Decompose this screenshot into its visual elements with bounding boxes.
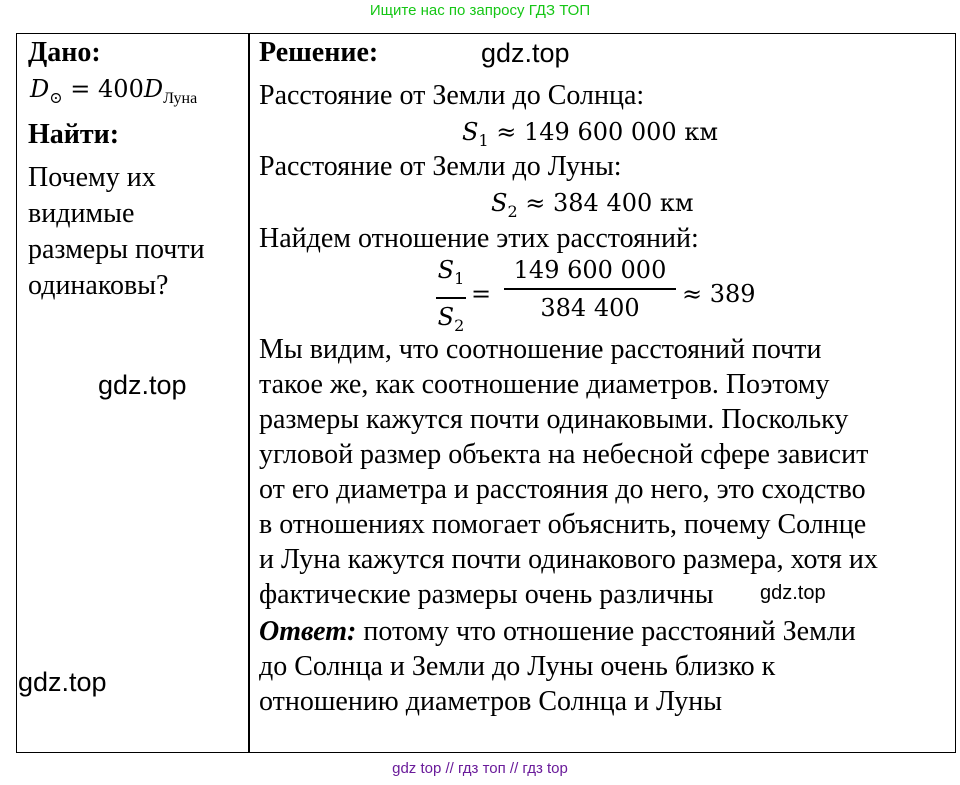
watermark-left-middle: gdz.top <box>98 370 187 400</box>
given-rhs: = 400 <box>62 75 144 103</box>
question-line-4: одинаковы? <box>28 270 169 301</box>
question-line-1: Почему их <box>28 162 156 193</box>
answer-line-1 <box>259 615 856 649</box>
ratio-result: ≈ 389 <box>682 280 756 308</box>
answer-text-1: потому что отношение расстояний Земли <box>356 616 856 647</box>
para-line-4: угловой размер объекта на небесной сфере зависит <box>259 439 869 470</box>
para-line-5: от его диаметра и расстояния до него, это сходство <box>259 474 866 505</box>
question-line-2: видимые <box>28 198 135 229</box>
given-formula <box>30 72 197 116</box>
ratio-den-var: S <box>437 303 455 331</box>
s1-var: S <box>462 118 479 146</box>
s2-value: ≈ 384 400 км <box>517 189 694 217</box>
watermark-small: gdz.top <box>760 582 826 604</box>
given-heading: Дано: <box>28 37 101 68</box>
s2-sub: 2 <box>507 202 518 221</box>
ratio-den-value: 384 400 <box>540 294 640 322</box>
s1-value: ≈ 149 600 000 км <box>488 118 718 146</box>
answer-line-2: до Солнца и Земли до Луны очень близко к <box>259 651 776 682</box>
ratio-right-fraction <box>504 255 676 323</box>
para-line-8: фактические размеры очень различны <box>259 579 714 610</box>
answer-label: Ответ: <box>259 616 357 647</box>
answer-line-3: отношению диаметров Солнца и Луны <box>259 686 723 717</box>
sun-subscript: ⊙ <box>49 88 63 107</box>
para-line-2: такое же, как соотношение диаметров. Поэтому <box>259 369 830 400</box>
solution-line-3: Найдем отношение этих расстояний: <box>259 223 699 254</box>
solution-heading: Решение: <box>259 37 379 68</box>
find-heading: Найти: <box>28 119 120 150</box>
ratio-num-value: 149 600 000 <box>513 256 667 284</box>
ratio-num-sub: 1 <box>454 269 465 288</box>
watermark-top: gdz.top <box>481 38 570 68</box>
diameter-symbol: D <box>30 75 50 103</box>
ratio-left-fraction <box>436 255 466 341</box>
s1-sub: 1 <box>478 131 489 150</box>
ratio-equals: = <box>471 280 492 308</box>
para-line-7: и Луна кажутся почти одинакового размера, хотя их <box>259 544 878 575</box>
ratio-right-bar <box>504 288 676 290</box>
ratio-num-var: S <box>437 256 455 284</box>
para-line-1: Мы видим, что соотношение расстояний почти <box>259 334 822 365</box>
solution-line-1: Расстояние от Земли до Солнца: <box>259 80 645 111</box>
para-line-3: размеры кажутся почти одинаковыми. Поскольку <box>259 404 849 435</box>
moon-subscript: Луна <box>163 90 198 107</box>
s2-var: S <box>491 189 508 217</box>
question-line-3: размеры почти <box>28 234 205 265</box>
column-divider <box>248 33 250 753</box>
para-line-6: в отношениях помогает объяснить, почему Солнце <box>259 509 867 540</box>
bottom-banner: gdz top // гдз топ // гдз top <box>392 760 568 777</box>
diameter-symbol-2: D <box>143 75 164 103</box>
solution-line-2: Расстояние от Земли до Луны: <box>259 151 622 182</box>
watermark-left-bottom: gdz.top <box>18 667 107 697</box>
ratio-den-sub: 2 <box>454 316 465 335</box>
top-banner: Ищите нас по запросу ГДЗ ТОП <box>369 2 591 19</box>
ratio-left-bar <box>436 297 466 299</box>
